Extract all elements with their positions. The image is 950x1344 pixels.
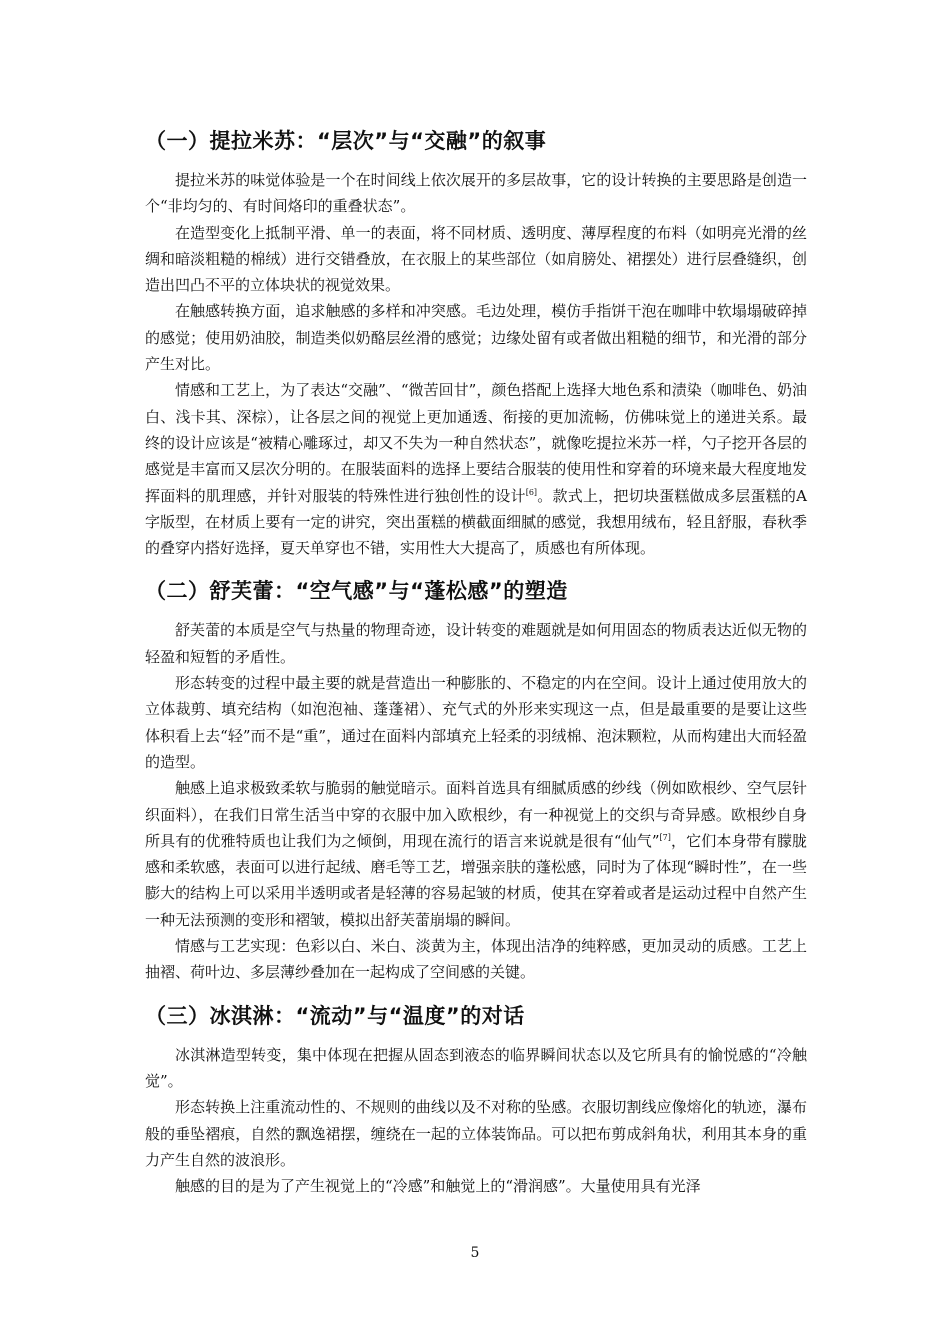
section-tiramisu	[145, 124, 807, 561]
paragraph-text: 情感和工艺上，为了表达“交融”、“微苦回甘”，颜色搭配上选择大地色系和渍染（咖啡色、奶油白、浅卡其、深棕），让各层之间的视觉上更加通透、衔接的更加流畅，仿佛味觉上的递进关系。最终的设计应该是“被精心雕琢过，却又不失为一种自然状态”，就像吃提拉米苏一样，勺子挖开各层的感觉是丰富而又层次分明的。在服装面料的选择上要结合服装的使用性和穿着的环境来最大程度地发挥面料的肌理感，并针对服装的特殊性进行独创性的设计	[145, 381, 807, 505]
paragraph	[145, 377, 807, 561]
paragraph-text: ，它们本身带有朦胧感和柔软感，表面可以进行起绒、磨毛等工艺，增强亲肤的蓬松感，同时为了体现“瞬时性”，在一些膨大的结构上可以采用半透明或者是轻薄的容易起皱的材质，使其在穿着或者是运动过程中自然产生一种无法预测的变形和褶皱，模拟出舒芙蕾崩塌的瞬间。	[145, 831, 807, 929]
paragraph: 舒芙蕾的本质是空气与热量的物理奇迹，设计转变的难题就是如何用固态的物质表达近似无物的轻盈和短暂的矛盾性。	[145, 621, 807, 666]
paragraph: 提拉米苏的味觉体验是一个在时间线上依次展开的多层故事，它的设计转换的主要思路是创造一个“非均匀的、有时间烙印的重叠状态”。	[145, 171, 807, 216]
citation-ref: [7]	[659, 832, 671, 842]
citation-ref: [6]	[525, 487, 538, 497]
paragraph-text: 触感上追求极致柔软与脆弱的触觉暗示。面料首选具有细腻质感的纱线（例如欧根纱、空气层针织面料），在我们日常生活当中穿的衣服中加入欧根纱，有一种视觉上的交织与奇异感。欧根纱自身所具有的优雅特质也让我们为之倾倒，用现在流行的语言来说就是很有“仙气”	[145, 779, 807, 850]
paragraph: 在造型变化上抵制平滑、单一的表面，将不同材质、透明度、薄厚程度的布料（如明亮光滑的丝绸和暗淡粗糙的棉绒）进行交错叠放，在衣服上的某些部位（如肩膀处、裙摆处）进行层叠缝织，创造出凹凸不平的立体块状的视觉效果。	[145, 223, 807, 295]
paragraph: 形态转换上注重流动性的、不规则的曲线以及不对称的坠感。衣服切割线应像熔化的轨迹，瀑布般的垂坠褶痕，自然的飘逸裙摆，缠绕在一起的立体装饰品。可以把布剪成斜角状，利用其本身的重力产生自然的波浪形。	[145, 1098, 807, 1169]
paragraph: 冰淇淋造型转变，集中体现在把握从固态到液态的临界瞬间状态以及它所具有的愉悦感的“冷触觉”。	[145, 1045, 807, 1090]
section-souffle	[145, 574, 807, 985]
page-number: 5	[470, 1245, 480, 1261]
paragraph: 触感的目的是为了产生视觉上的“冷感”和触觉上的“滑润感”。大量使用具有光泽	[175, 1177, 701, 1196]
section-ice-cream	[145, 999, 807, 1200]
section-title: （二）舒芙蕾：“空气感”与“蓬松感”的塑造	[145, 579, 568, 604]
paragraph-text: 。款式上，把切块蛋糕做成多层蛋糕的A字版型，在材质上要有一定的讲究，突出蛋糕的横截面细腻的感觉，我想用绒布，轻且舒服，春秋季的叠穿内搭好选择，夏天单穿也不错，实用性大大提高了，质感也有所体现。	[145, 486, 807, 558]
paragraph: 形态转变的过程中最主要的就是营造出一种膨胀的、不稳定的内在空间。设计上通过使用放大的立体裁剪、填充结构（如泡泡袖、蓬蓬裙）、充气式的外形来实现这一点，但是最重要的是要让这些体积看上去“轻”而不是“重”，通过在面料内部填充上轻柔的羽绒棉、泡沫颗粒，从而构建出大而轻盈的造型。	[145, 674, 807, 771]
section-title: （一）提拉米苏：“层次”与“交融”的叙事	[145, 129, 547, 153]
paragraph	[145, 775, 807, 933]
document-body	[145, 124, 807, 1212]
section-title: （三）冰淇淋：“流动”与“温度”的对话	[145, 1003, 525, 1028]
paragraph: 在触感转换方面，追求触感的多样和冲突感。毛边处理，模仿手指饼干泡在咖啡中软塌塌破碎掉的感觉；使用奶油胶，制造类似奶酪层丝滑的感觉；边缘处留有或者做出粗糙的细节，和光滑的部分产生对比。	[145, 302, 807, 374]
paragraph: 情感与工艺实现：色彩以白、米白、淡黄为主，体现出洁净的纯粹感，更加灵动的质感。工艺上抽褶、荷叶边、多层薄纱叠加在一起构成了空间感的关键。	[145, 937, 807, 982]
